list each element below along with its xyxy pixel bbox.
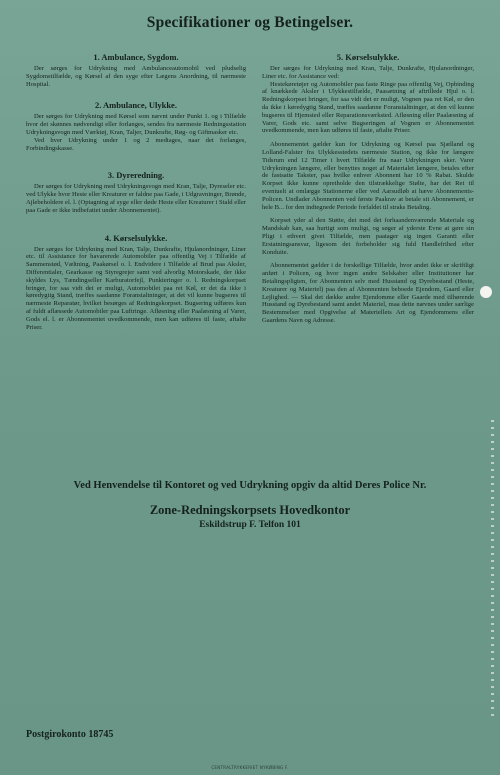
section-ambulance-sygdom xyxy=(26,52,246,88)
section-ambulance-ulykke xyxy=(26,100,246,152)
document-title: Specifikationer og Betingelser. xyxy=(146,14,354,31)
organization-address: Eskildstrup F. Telfon 101 xyxy=(199,520,301,530)
section-text: Der sørges for Udrykning med Kran, Talje, Dunkrafte, Hjulanordninger, Liner etc. til Assistance for havarerede Automobiler paa offentlig Vej i Tilfælde af Sammenstød, Væltning, Paakørsel o. l. Endvidere i Tilfælde af Brud paa Aksler, Differentialer, Gearkasse og Styregrejer samt ved alvorlig Motorskade, der ikke skyldes Lys, Tændingseller Karburatorfejl, Punkteringer o. l. Redningskorpset bringer, for saa vidt det er muligt, Automobilet paa ret Køl, er det da ikke i køredygtig Stand, træffes saadanne Foranstaltninger, at det vil kunne bugseres til nærmeste Reparatør, hvilket besørges af Redningskorpset. Bugsering udføres kun af fuldt aflæssede Automobiler paa Luftringe. Afløsning eller Paalæsning af Varer, Gods el. l. er Abonnementet uvedkommende, men kan udføres til faste, aftalte Priser. xyxy=(26,245,246,331)
section-text: Abonnementet gælder kun for Udrykning og Kørsel paa Sjælland og Lolland-Falster fra Ulykkesstedets nærmeste Station, og ikke for længere Tidsrum end 12 Timer i hvert Tilfælde fra naar Udrykningen sker. Varer Udrykningen længere, eller benyttes noget af Materialet længere, betales efter de fastsatte Takster, paa hvilke enhver Abonnent har 10 % Rabat. Skulde Korpset ikke kunne opretholde den tilstrækkelige Stølte, har det Ret til eventuelt at omlægge Stationerne eller ved Aarsudløb at hæve Abonnements-Policen. Undlader Abonnenten ved første Paakrav at betale sit Abonnement, er hele B... for den indtegnede Periode forfaldet til straks Betaling. xyxy=(262,141,474,211)
printer-mark: CENTRALTRYKKERIET NYKØBING F. xyxy=(211,765,289,770)
section-dyreredning xyxy=(26,170,246,214)
left-column xyxy=(26,52,246,331)
section-text: Hestekøretøjer og Automobiler paa faste Ringe paa offentlig Vej, Opbinding af knækkede Aksler i Ulykkestilfælde, Paasætning af aftrillede Hjul o. l. Redningskorpset bringer, for saa vidt det er muligt, Vognen paa ret Køl, er den da ikke i køredygtig Stand, træffes saadanne Foranstaltninger, at den vil kunne bugseres til Hjemsted eller Reparationsværksted. Afløsning eller Paalæsning af Varer, Gods etc. samt selve Bugseringen af Vognen er Abonnementet uvedkommende, men kan udføres til faste, aftalte Priser. xyxy=(262,80,474,135)
postgiro-account: Postgirokonto 18745 xyxy=(26,729,114,740)
section-heading: 3. Dyreredning. xyxy=(107,170,165,181)
perforation xyxy=(491,420,494,720)
section-text: Abonnementet gælder i de forskellige Tilfælde, hvor andet ikke er skriftligt anført i Policen, og hvor ingen andre Selskaber eller Institutioner har Betalingspligten, for Abonnenten selv med Husstand og Dyrebestand (Heste, Kreaturer og Materiel) paa den af Abonnenten beboede Ejendom, Gaard eller Lejlighed. — Skal det dække andre Ejendomme eller Gaarde med tilhørende Husstand og Dyrebestand samt andet Materiel, maa dette nævnes under særlige Bestemmelser med Opgivelse af Materiellets Art og Ejendommens eller Gaardens Navn og Adresse. xyxy=(262,262,474,324)
right-column xyxy=(262,52,474,325)
section-text: Der sørges for Udrykning med Kran, Talje, Dunkrafte, Hjulanordninger, Liner etc. for Assistance ved: xyxy=(262,65,474,80)
section-text: Der sørges for Udrykning med Udrykningsvogn med Kran, Talje, Dyreseler etc. ved Ulykke hvor Heste eller Kreaturer er faldne paa Gade, i Udgravninger, Brønde, Ajlebeholdere el. l. (Optagning af syge eller døde Heste eller Kreaturer i Stald eller paa Gade er ikke indbefattet under Abonnementet). xyxy=(26,183,246,214)
punch-hole xyxy=(480,286,492,298)
section-text: Der sørges for Udrykning med Ambulanceautomobil ved pludselig Sygdomstilfælde, og Kørsel af den syge efter Lægens Anordning, til nærmeste Hospital. xyxy=(26,65,246,88)
section-heading: 1. Ambulance, Sygdom. xyxy=(93,52,179,62)
section-text: Der sørges for Udrykning med Kørsel som nævnt under Punkt 1. og i Tilfælde hvor det skønnes nødvendigt eller forlanges, sendes fra nærmeste Redningsstation Udrykningsvogn med Værktøj, Kran, Taljer, Dunkrafte, Røg- og Giftmasker etc. xyxy=(26,113,246,136)
section-text: Korpset yder al den Støtte, det med det forhaandenværende Materiale og Mandskab kan, saa hurtigt som muligt, og søger af yderste Evne at gøre sin Pligt i ethvert givet Tilfælde, men paatager sig ingen Garanti eller Erstatningsansvar, ligesom det forbeholder sig fuld Handlefrihed efter Konduite. xyxy=(262,217,474,256)
organization-name: Zone-Redningskorpsets Hovedkontor xyxy=(149,503,351,517)
section-heading: 2. Ambulance, Ulykke. xyxy=(95,100,177,111)
section-heading: 4. Kørselsulykke. xyxy=(104,232,168,243)
section-korselsulykke-4 xyxy=(26,233,246,332)
section-text-extra: Ved hver Udrykning under 1 og 2 medtages, naar det forlanges, Forbindingskasse. xyxy=(26,136,246,152)
section-heading: 5. Kørselsulykke. xyxy=(336,52,400,62)
footer-notice: Ved Henvendelse til Kontoret og ved Udrykning opgiv da altid Deres Police Nr. xyxy=(73,480,427,491)
